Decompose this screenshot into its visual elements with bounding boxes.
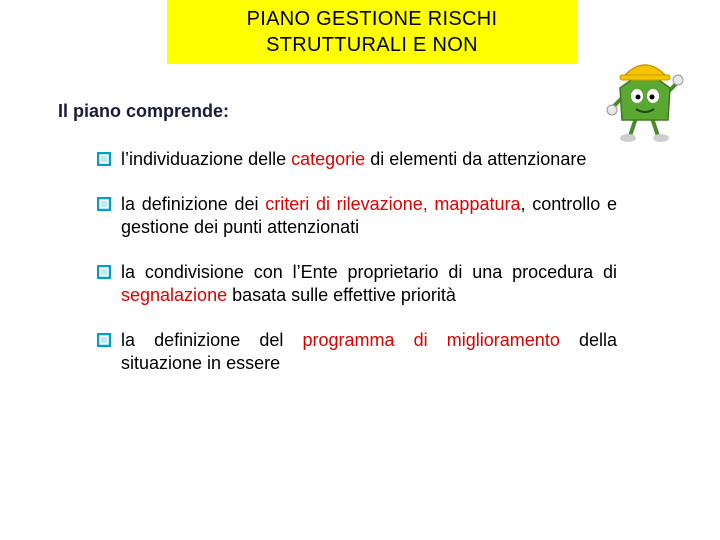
bullet-list — [97, 148, 617, 375]
body-text: di elementi da attenzionare — [365, 149, 587, 169]
checkbox-bullet-icon — [97, 152, 111, 166]
bullet-item — [97, 261, 617, 307]
bullet-text — [121, 148, 617, 171]
checkbox-bullet-icon — [97, 333, 111, 347]
intro-heading: Il piano comprende: — [58, 101, 230, 121]
title-line-2: STRUTTURALI E NON — [266, 34, 478, 56]
body-text: l’individuazione delle — [121, 149, 292, 169]
bullet-item — [97, 193, 617, 239]
highlight-text: criteri di rilevazione, mappatura — [265, 194, 521, 214]
title-box — [167, 0, 577, 64]
bullet-item — [97, 329, 617, 375]
checkbox-bullet-icon — [97, 265, 111, 279]
body-text: la condivisione con l’Ente proprietario di una procedura di — [121, 262, 617, 282]
body-text: , controllo e gestione dei punti attenzionati — [121, 194, 617, 237]
bullet-text — [121, 329, 617, 375]
body-text: la definizione del — [121, 330, 303, 350]
bullet-text — [121, 193, 617, 239]
highlight-text: programma di miglioramento — [302, 330, 560, 350]
bullet-text — [121, 261, 617, 307]
checkbox-bullet-icon — [97, 197, 111, 211]
highlight-text: categorie — [291, 149, 366, 169]
house-mascot-hardhat-icon — [606, 56, 684, 144]
body-text: della situazione in essere — [121, 330, 617, 373]
body-text: basata sulle effettive priorità — [227, 285, 456, 305]
title-line-1: PIANO GESTIONE RISCHI — [246, 8, 498, 30]
body-text: la definizione dei — [121, 194, 266, 214]
bullet-item — [97, 148, 617, 171]
highlight-text: segnalazione — [121, 285, 228, 305]
